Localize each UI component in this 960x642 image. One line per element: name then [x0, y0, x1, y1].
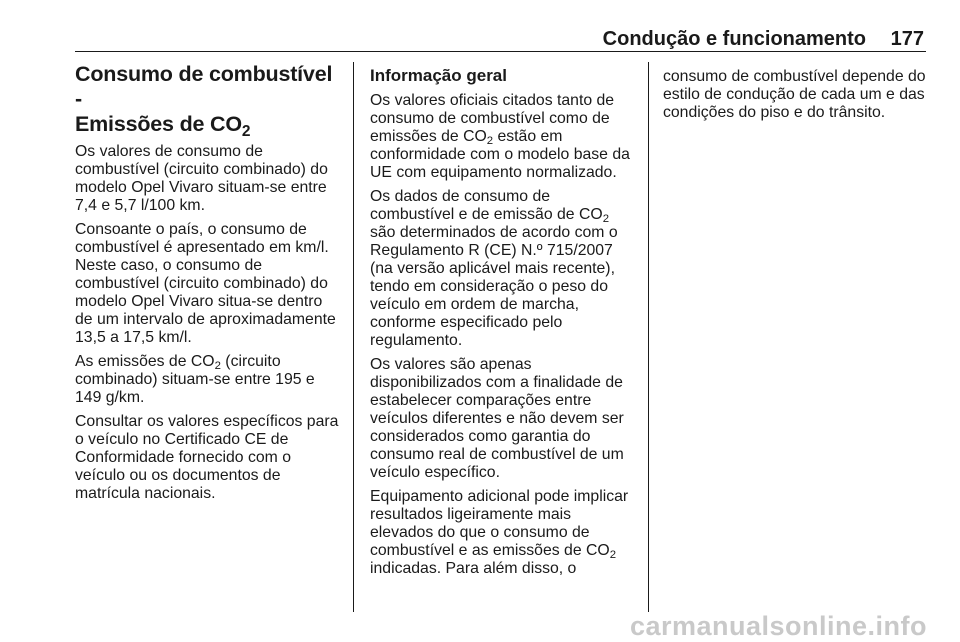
heading-line-1: Consumo de combustível - [75, 62, 333, 111]
paragraph: Os valores são apenas disponibilizados com a finalidade de estabelecer comparações entre veículos diferentes e não devem ser considerados como garantia do consumo real de combustível de um veículo específico. [370, 356, 624, 481]
column-divider-1 [353, 62, 354, 612]
column-3 [663, 68, 931, 128]
subsection-heading: Informação geral [370, 66, 507, 85]
paragraph: Os valores oficiais citados tanto de consumo de combustível como de emissões de $CO_2$ estão em conformidade com o modelo base da UE com equipamento normalizado. [370, 92, 630, 181]
paragraph: Os valores de consumo de combustível (circuito combinado) do modelo Opel Vivaro situam-se entre 7,4 e 5,7 l/100 km. [75, 143, 328, 214]
paragraph: Os dados de consumo de combustível e de emissão de $CO_2$ são determinados de acordo com o Regulamento R (CE) N.º 715/2007 (na versão aplicável mais recente), tendo em consideração o peso do veículo em ordem de marcha, conforme especificado pelo regulamento. [370, 188, 618, 349]
header-divider [75, 51, 926, 52]
page-number: 177 [890, 28, 924, 50]
column-divider-2 [648, 62, 649, 612]
watermark: carmanualsonline.info [629, 611, 927, 641]
section-title: Condução e funcionamento [602, 28, 866, 50]
section-heading [75, 62, 343, 140]
paragraph: As emissões de $CO_2$ (circuito combinado) situam-se entre 195 e 149 g/km. [75, 353, 315, 406]
paragraph: consumo de combustível depende do estilo de condução de cada um e das condições do piso e do trânsito. [663, 68, 926, 121]
column-2 [370, 58, 638, 584]
paragraph: Equipamento adicional pode implicar resultados ligeiramente mais elevados do que o consumo de combustível e as emissões de $CO_2$ indicadas. Para além disso, o [370, 488, 629, 577]
paragraph: Consultar os valores específicos para o veículo no Certificado CE de Conformidade fornecido com o veículo ou os documentos de matrícula nacionais. [75, 413, 339, 502]
page-header [75, 28, 926, 50]
paragraph: Consoante o país, o consumo de combustível é apresentado em km/l. Neste caso, o consumo de combustível (circuito combinado) do modelo Opel Vivaro situa-se dentro de um intervalo de aproximadamente 13,5 a 17,5 km/l. [75, 221, 336, 346]
heading-subscript: 2 [241, 122, 251, 140]
column-1 [75, 58, 343, 509]
heading-line-2: Emissões de CO [75, 112, 242, 136]
